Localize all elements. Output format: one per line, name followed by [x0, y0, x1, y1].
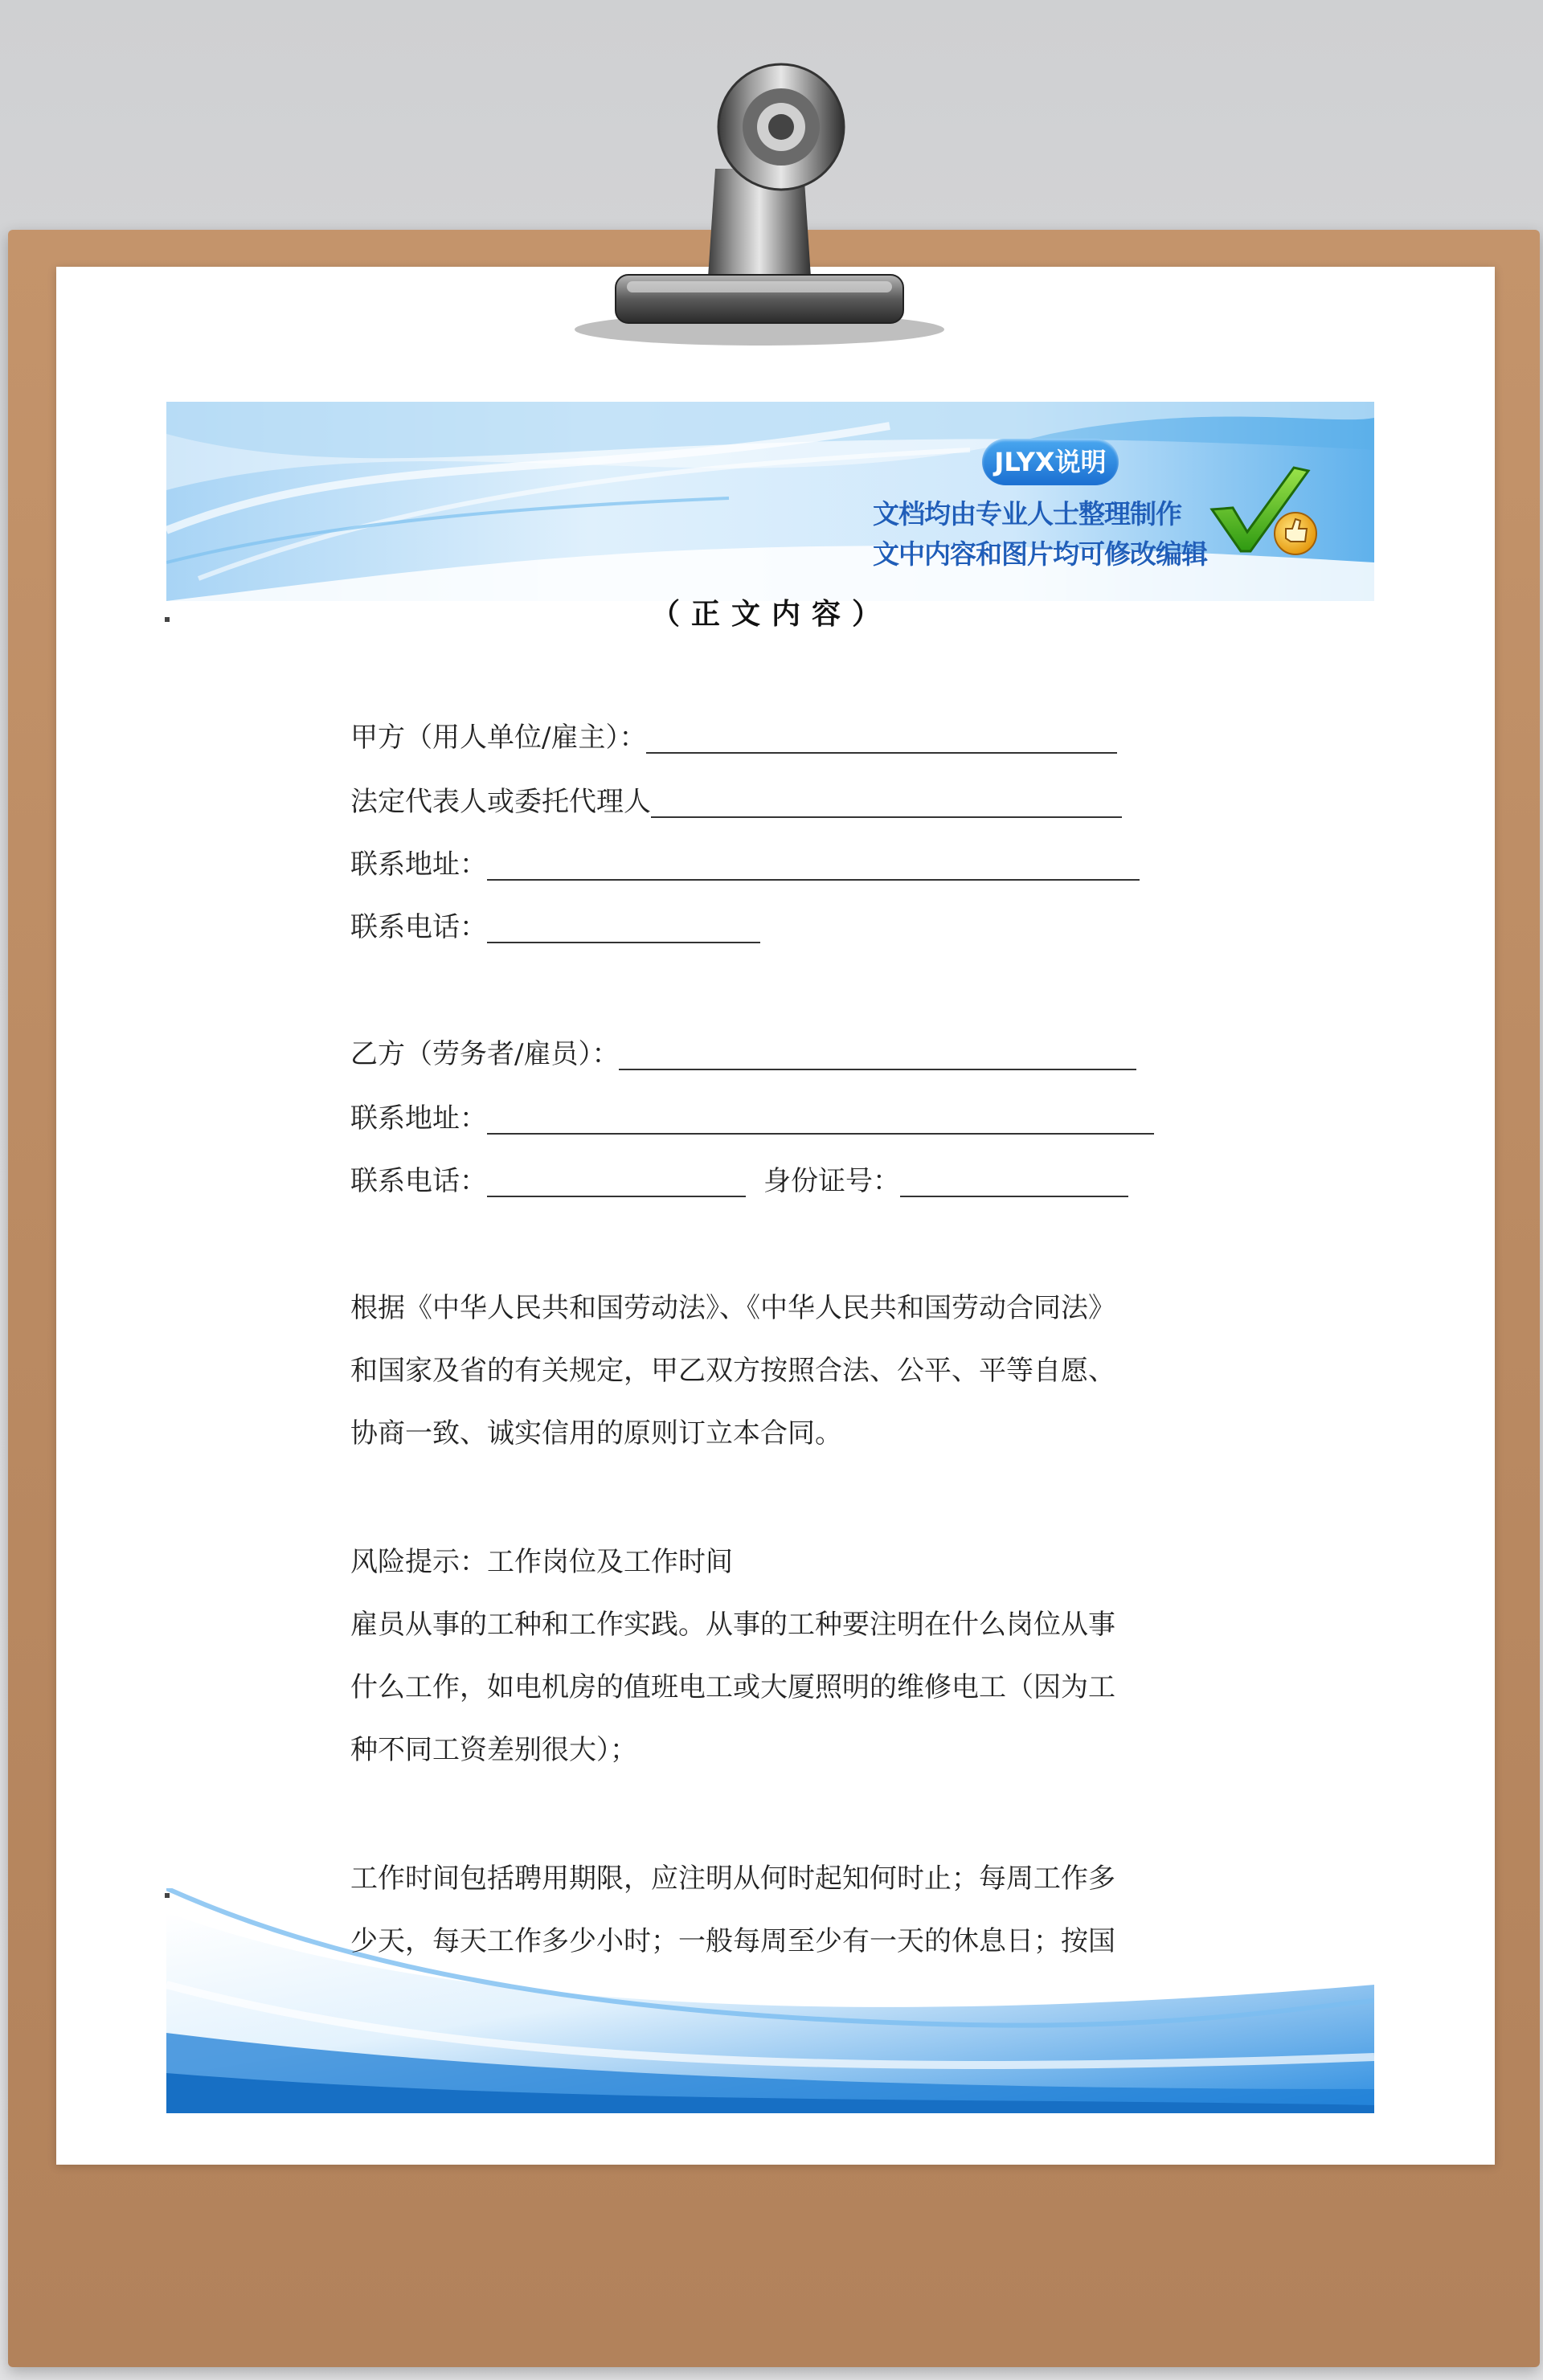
corner-mark [165, 1893, 170, 1898]
checkmark-thumbs-up-icon [1205, 461, 1326, 558]
party-b-name-field[interactable] [619, 1041, 1136, 1070]
party-a-phone-field[interactable] [487, 914, 760, 943]
party-a-address-field[interactable] [487, 852, 1140, 881]
risk-body-line-1: 雇员从事的工种和工作实践。从事的工种要注明在什么岗位从事 [350, 1609, 1115, 1641]
footer-wave-banner [166, 1888, 1374, 2113]
info-badge: JLYX说明 [982, 439, 1119, 485]
party-b-phone-row [350, 1165, 1128, 1197]
corner-mark [165, 617, 170, 622]
party-a-rep-row [350, 786, 1122, 818]
party-b-address-label: 联系地址： [350, 1102, 487, 1135]
intro-line-2: 和国家及省的有关规定，甲乙双方按照合法、公平、平等自愿、 [350, 1355, 1115, 1387]
party-a-name-field[interactable] [646, 725, 1117, 754]
notice-line-1: 文档均由专业人士整理制作 [873, 498, 1181, 530]
party-a-rep-label: 法定代表人或委托代理人 [350, 786, 651, 818]
party-a-address-label: 联系地址： [350, 849, 487, 881]
party-b-name-label: 乙方（劳务者/雇员）： [350, 1038, 620, 1070]
party-a-phone-label: 联系电话： [350, 911, 487, 943]
risk-body-line-2: 什么工作，如电机房的值班电工或大厦照明的维修电工（因为工 [350, 1671, 1115, 1703]
party-b-phone-label: 联系电话： [350, 1165, 487, 1197]
party-a-phone-row [350, 911, 760, 943]
party-a-name-row [350, 722, 1117, 754]
risk-heading: 风险提示：工作岗位及工作时间 [350, 1546, 733, 1578]
party-b-id-label: 身份证号： [763, 1165, 900, 1197]
intro-line-3: 协商一致、诚实信用的原则订立本合同。 [350, 1417, 842, 1450]
risk-body-line-3: 种不同工资差别很大）； [350, 1734, 637, 1766]
party-b-name-row [350, 1038, 1136, 1070]
worktime-line-2: 少天，每天工作多少小时；一般每周至少有一天的休息日；按国 [350, 1925, 1115, 1957]
party-b-phone-field[interactable] [487, 1168, 746, 1197]
party-b-address-row [350, 1102, 1154, 1135]
notice-line-2: 文中内容和图片均可修改编辑 [873, 538, 1207, 570]
worktime-line-1: 工作时间包括聘用期限，应注明从何时起知何时止；每周工作多 [350, 1863, 1115, 1895]
document-title: （正文内容） [650, 598, 892, 631]
intro-line-1: 根据《中华人民共和国劳动法》、《中华人民共和国劳动合同法》 [350, 1292, 1115, 1324]
binder-clip [563, 48, 956, 354]
party-a-rep-field[interactable] [651, 789, 1122, 818]
party-b-id-field[interactable] [900, 1168, 1128, 1197]
party-a-name-label: 甲方（用人单位/雇主）： [350, 722, 647, 754]
party-a-address-row [350, 849, 1140, 881]
party-b-address-field[interactable] [487, 1106, 1154, 1135]
